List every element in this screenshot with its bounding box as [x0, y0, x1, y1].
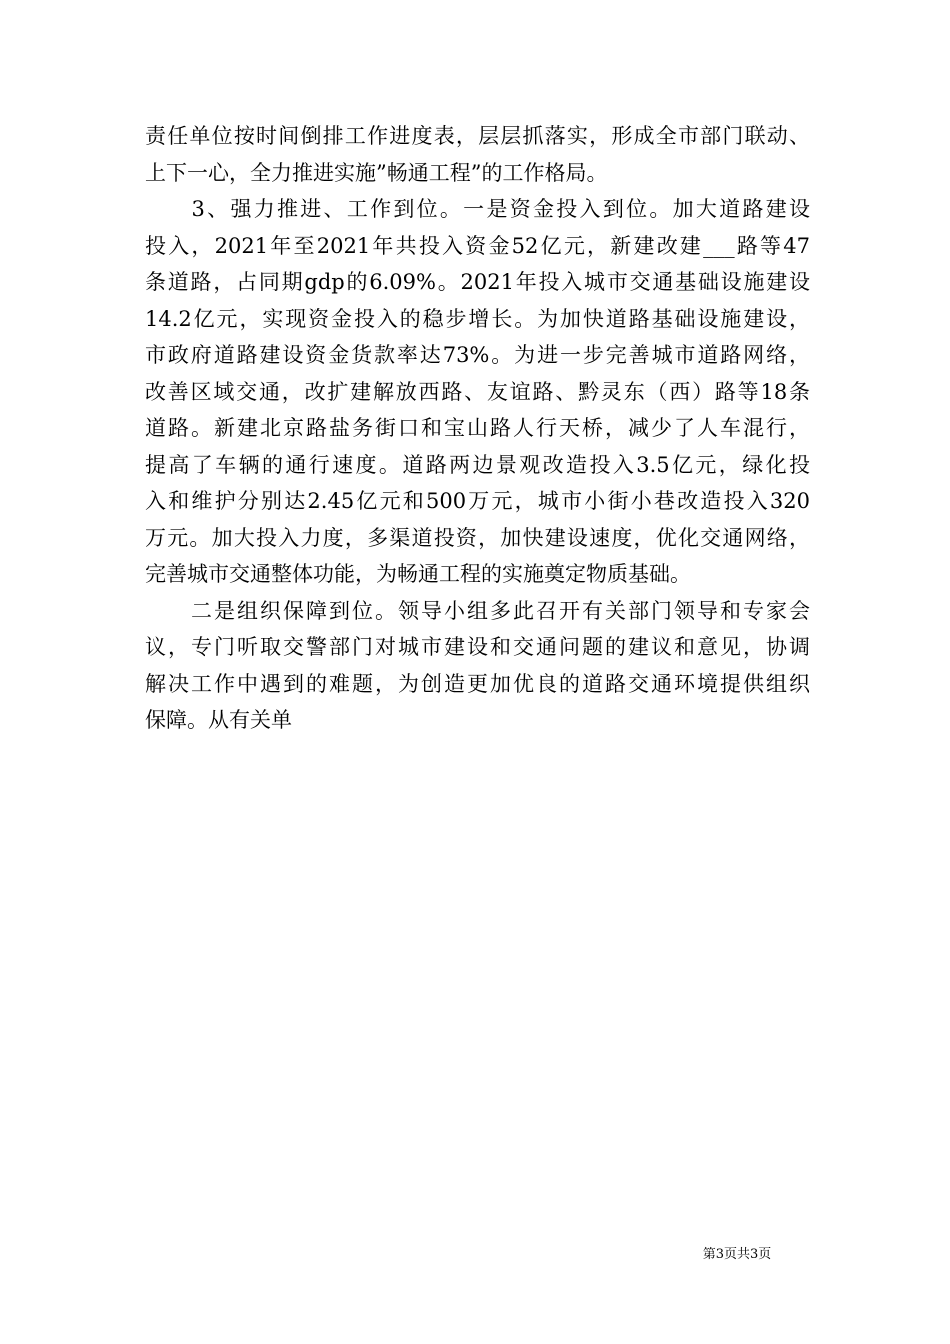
- text-line: 责任单位按时间倒排工作进度表，层层抓落实，形成全市部门联动、: [145, 124, 810, 148]
- text-line: 完善城市交通整体功能，为畅通工程的实施奠定物质基础。: [145, 562, 691, 586]
- page-number: 第3页共3页: [702, 1247, 772, 1262]
- text-line: 二是组织保障到位。领导小组多此召开有关部门领导和专家会: [145, 598, 810, 623]
- page-footer: [0, 1246, 950, 1264]
- text-line: 保障。从有关单: [145, 708, 292, 732]
- text-line: 改善区域交通，改扩建解放西路、友谊路、黔灵东（西）路等18条: [145, 379, 810, 404]
- text-line: 提高了车辆的通行速度。道路两边景观改造投入3.5亿元，绿化投: [145, 452, 810, 477]
- text-line: 议，专门听取交警部门对城市建设和交通问题的建议和意见，协调: [145, 635, 810, 659]
- text-line: 投入，2021年至2021年共投入资金52亿元，新建改建___路等47: [145, 233, 810, 258]
- text-line: 万元。加大投入力度，多渠道投资，加快建设速度，优化交通网络，: [145, 525, 810, 550]
- text-line: 市政府道路建设资金货款率达73%。为进一步完善城市道路网络，: [145, 343, 810, 367]
- body-text: [145, 118, 810, 739]
- text-line: 上下一心，全力推进实施”畅通工程”的工作格局。: [145, 160, 608, 185]
- text-line: 入和维护分别达2.45亿元和500万元，城市小街小巷改造投入320: [145, 489, 810, 513]
- text-line: 3、强力推进、工作到位。一是资金投入到位。加大道路建设: [145, 197, 810, 221]
- text-line: 道路。新建北京路盐务街口和宝山路人行天桥，减少了人车混行，: [145, 416, 810, 440]
- text-line: 14.2亿元，实现资金投入的稳步增长。为加快道路基础设施建设，: [145, 306, 810, 331]
- text-line: 解决工作中遇到的难题，为创造更加优良的道路交通环境提供组织: [145, 671, 810, 696]
- text-line: 条道路，占同期gdp的6.09%。2021年投入城市交通基础设施建设: [145, 270, 810, 294]
